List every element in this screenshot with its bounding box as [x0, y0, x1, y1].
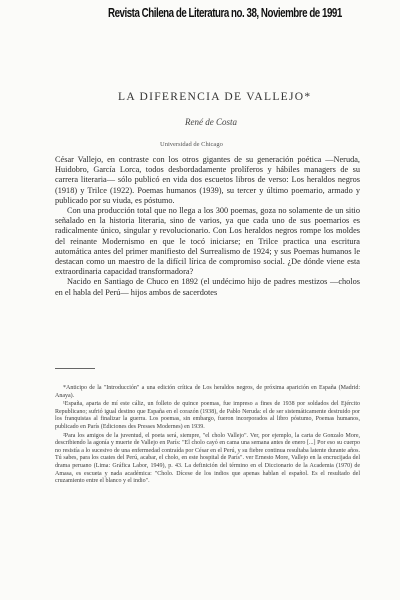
footnote-divider — [55, 368, 95, 369]
article-body — [55, 155, 360, 298]
footnotes-section — [55, 385, 360, 487]
body-paragraph: Con una producción total que no llega a los 300 poemas, goza no solamente de un sitio señalado en la historia literaria, sino de varios, ya que cada uno de sus poemarios es radicalmente único, singular y revolucionario. Con Los heraldos negros rompe los moldes del reinante Modernismo en que le tocó iniciarse; en Trilce practica una escritura automática antes del primer manifiesto del Surrealismo de 1924; y sus Poemas humanos le destacan como un maestro de la difícil lírica de compromiso social. ¿De dónde viene esta extraordinaria capacidad transformadora? — [55, 206, 360, 277]
footnote: ²Para los amigos de la juventud, el poeta será, siempre, "el cholo Vallejo". Ver, por ejemplo, la carta de Gonzalo More, describiendo la agonía y muerte de Vallejo en París: "El cholo cayó en cama una semana antes de enero [...] Por eso su cuerpo no resistía a lo sucesivo de una enfermedad contraída por César en el Perú, y su fiebre continua resultaba latente durante años. Tú sabes, para los cuates del Perú, acabar, el cholo, en este hospital de París". ver Ernesto More, Vallejo en la encrucijada del drama peruano (Lima: Gráfica Labor, 1949), p. 43. La definición del término en el Diccionario de la Academia (1970) de Amasa, es escueta y nada académica: "Cholo. Dícese de los indios que apenas hablan el español. Es el resultado del cruzamiento entre el blanco y el indio". — [55, 432, 360, 485]
journal-header: Revista Chilena de Literatura no. 38, Noviembre de 1991 — [108, 6, 342, 20]
author-name: René de Costa — [185, 117, 237, 127]
body-paragraph: Nacido en Santiago de Chuco en 1892 (el undécimo hijo de padres mestizos —cholos en el habla del Perú— hijos ambos de sacerdotes — [55, 277, 360, 297]
footnote: ¹España, aparta de mí este cáliz, un folleto de quince poemas, fue impreso a fines de 1938 por soldados del Ejército Republicano; sufrió igual destino que España en el corazón (1938), de Pablo Neruda: el de ser sistemáticamente destruido por los franquistas al finalizar la guerra. Los poemas, sin embargo, fueron incorporados al libro póstumo, Poemas humanos, publicado en París (Ediciones des Presses Modernes) en 1939. — [55, 401, 360, 430]
article-title: LA DIFERENCIA DE VALLEJO* — [118, 91, 312, 103]
body-paragraph: César Vallejo, en contraste con los otros gigantes de su generación poética —Neruda, Huidobro, García Lorca, todos desbordadamente prolíferos y hábiles managers de su carrera literaria— sólo publicó en vida dos escuetos libros de verso: Los heraldos negros (1918) y Trilce (1922). Poemas humanos (1939), su tercer y último poemario, armado y publicado por su viuda, es póstumo. — [55, 155, 360, 205]
author-affiliation: Universidad de Chicago — [160, 141, 223, 148]
footnote: *Anticipo de la "Introducción" a una edición crítica de Los heraldos negros, de próxima aparición en España (Madrid: Anaya). — [55, 385, 360, 399]
